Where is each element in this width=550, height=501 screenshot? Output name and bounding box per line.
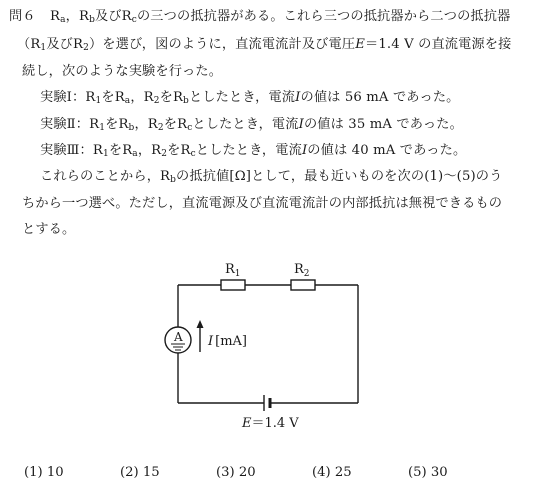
choice-5[interactable]: (5) 30 bbox=[408, 465, 448, 480]
question-line-1: これらのことから，$R_b$の抵抗値[Ω]として，最も近いものを次の(1)～(5)のう bbox=[40, 169, 503, 185]
choice-4[interactable]: (4) 25 bbox=[312, 465, 352, 480]
experiment-2: 実験Ⅱ：$R_1$を$R_b$，$R_2$を$R_c$としたとき，電流Iの値は 35 mA であった。 bbox=[40, 117, 463, 133]
question-line-2: ちから一つ選べ。ただし，直流電源及び直流電流計の内部抵抗は無視できるもの bbox=[22, 196, 503, 211]
resistor-r2 bbox=[291, 280, 315, 290]
experiment-1: 実験Ⅰ：$R_1$を$R_a$，$R_2$を$R_b$としたとき，電流Iの値は 56 mA であった。 bbox=[40, 90, 460, 106]
ammeter-label: A bbox=[174, 330, 183, 344]
problem-line-2: （$R_1$及び$R_2$）を選び，図のように，直流電流計及び電圧E＝1.4 V の直流電源を接 bbox=[17, 37, 512, 53]
problem-number: 問６ bbox=[9, 9, 36, 24]
question-line-3: とする。 bbox=[22, 222, 76, 237]
r2-label: $R_2$ bbox=[294, 262, 310, 279]
answer-choices bbox=[0, 465, 550, 485]
source-label: E＝1.4 V bbox=[242, 416, 299, 431]
resistor-r1 bbox=[221, 280, 245, 290]
current-arrow-icon bbox=[197, 320, 204, 328]
r1-label: $R_1$ bbox=[225, 262, 241, 279]
problem-line-3: 続し，次のような実験を行った。 bbox=[22, 64, 223, 79]
problem-line-1: 問６ $R_a$，$R_b$及び$R_c$の三つの抵抗器がある。これら三つの抵抗器から二つの抵抗器 bbox=[9, 9, 511, 25]
experiment-3: 実験Ⅲ：$R_1$を$R_a$，$R_2$を$R_c$としたとき，電流Iの値は 40 mA であった。 bbox=[40, 143, 467, 159]
choice-2[interactable]: (2) 15 bbox=[120, 465, 160, 480]
choice-1[interactable]: (1) 10 bbox=[24, 465, 64, 480]
choice-3[interactable]: (3) 20 bbox=[216, 465, 256, 480]
current-label: I [mA] bbox=[208, 334, 247, 349]
